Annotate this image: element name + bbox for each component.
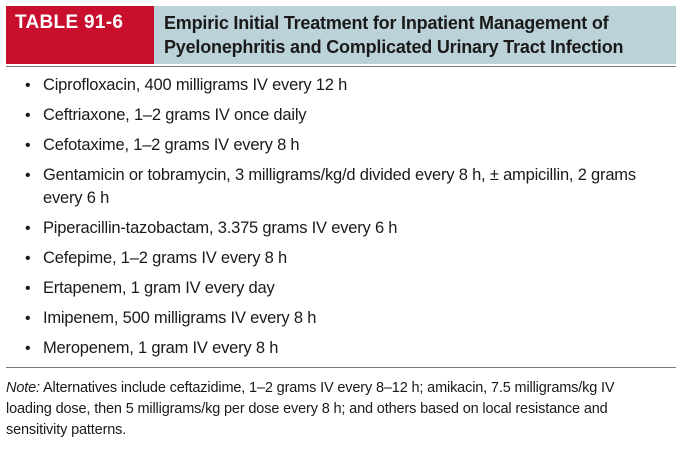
drug-table: [6, 6, 676, 441]
bullet-icon: •: [25, 220, 31, 237]
list-item-text: Cefepime, 1–2 grams IV every 8 h: [43, 249, 287, 267]
bullet-icon: •: [25, 137, 31, 154]
list-item: [6, 307, 676, 330]
list-item-text: Meropenem, 1 gram IV every 8 h: [43, 339, 279, 357]
table-title: [154, 6, 676, 64]
list-item-text: Ertapenem, 1 gram IV every day: [43, 279, 275, 297]
list-item: [6, 164, 676, 210]
table-header: [6, 6, 676, 64]
bullet-icon: •: [25, 340, 31, 357]
list-item: [6, 134, 676, 157]
table-title-line-2: Pyelonephritis and Complicated Urinary Tract Infection: [164, 37, 624, 57]
table-footnote: [6, 378, 676, 441]
list-item-text: Gentamicin or tobramycin, 3 milligrams/kg/d divided every 8 h, ± ampicillin, 2 grams every 6 h: [43, 166, 636, 207]
bottom-rule: [6, 367, 676, 368]
list-item-text: Piperacillin-tazobactam, 3.375 grams IV every 6 h: [43, 219, 398, 237]
bullet-icon: •: [25, 310, 31, 327]
list-item: [6, 74, 676, 97]
list-item: [6, 104, 676, 127]
list-item: [6, 247, 676, 270]
bullet-icon: •: [25, 280, 31, 297]
note-text: Alternatives include ceftazidime, 1–2 grams IV every 8–12 h; amikacin, 7.5 milligrams/kg IV loading dose, then 5 milligrams/kg per dose every 8 h; and others based on local resistance and sensitivity patterns.: [6, 380, 615, 438]
list-item: [6, 217, 676, 240]
bullet-icon: •: [25, 77, 31, 94]
list-item-text: Imipenem, 500 milligrams IV every 8 h: [43, 309, 317, 327]
list-item-text: Ceftriaxone, 1–2 grams IV once daily: [43, 106, 307, 124]
bullet-icon: •: [25, 167, 31, 184]
list-item-text: Cefotaxime, 1–2 grams IV every 8 h: [43, 136, 300, 154]
table-number-badge: [6, 6, 154, 64]
treatment-list: [6, 67, 676, 360]
list-item-text: Ciprofloxacin, 400 milligrams IV every 12 h: [43, 76, 348, 94]
table-number: TABLE 91-6: [15, 12, 124, 33]
note-label: Note:: [6, 380, 40, 396]
list-item: [6, 337, 676, 360]
list-item: [6, 277, 676, 300]
table-title-line-1: Empiric Initial Treatment for Inpatient Management of: [164, 13, 609, 33]
bullet-icon: •: [25, 107, 31, 124]
bullet-icon: •: [25, 250, 31, 267]
